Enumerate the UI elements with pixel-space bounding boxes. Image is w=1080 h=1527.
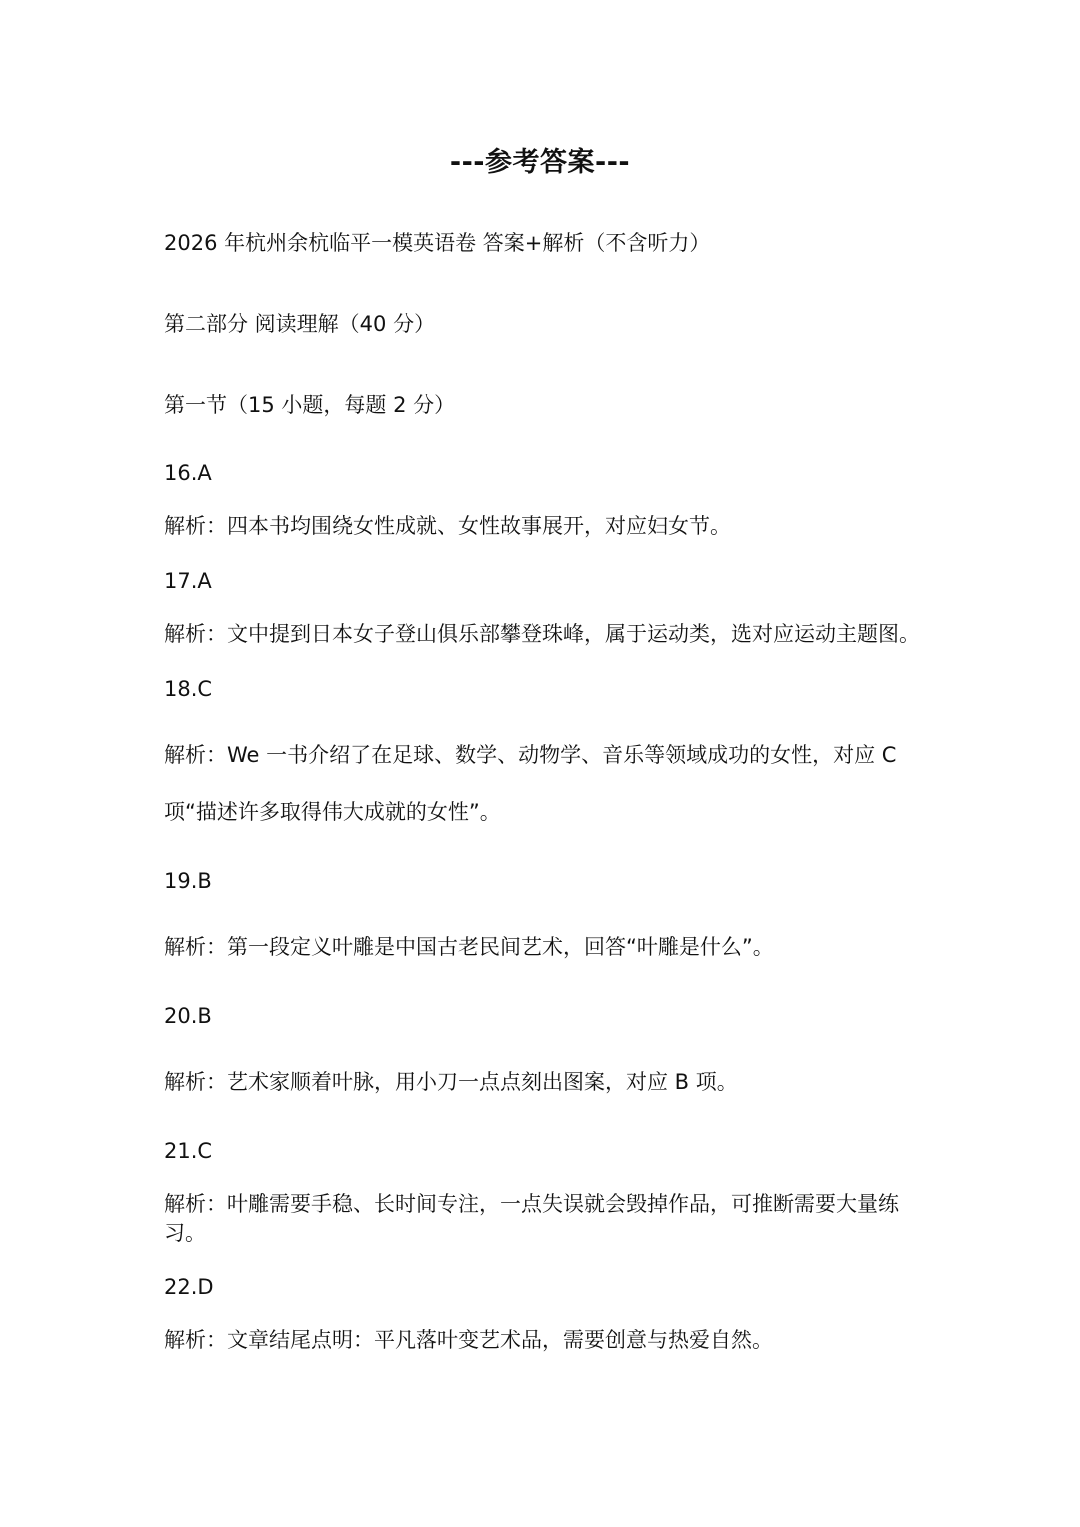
- answer-number: 20.B: [164, 1004, 212, 1028]
- answer-explanation-line: 项“描述许多取得伟大成就的女性”。: [164, 800, 501, 824]
- answer-explanation: 解析：艺术家顺着叶脉，用小刀一点点刻出图案，对应 B 项。: [164, 1070, 738, 1094]
- answer-explanation-line: 解析：叶雕需要手稳、长时间专注，一点失误就会毁掉作品，可推断需要大量练: [164, 1192, 899, 1216]
- answer-number: 21.C: [164, 1139, 213, 1163]
- exam-subtitle: 2026 年杭州余杭临平一模英语卷 答案+解析（不含听力）: [164, 231, 711, 255]
- answer-explanation: 解析：文中提到日本女子登山俱乐部攀登珠峰，属于运动类，选对应运动主题图。: [164, 622, 920, 646]
- answer-explanation-line: 解析：We 一书介绍了在足球、数学、动物学、音乐等领域成功的女性，对应 C: [164, 743, 897, 767]
- answer-explanation: 解析：文章结尾点明：平凡落叶变艺术品，需要创意与热爱自然。: [164, 1328, 773, 1352]
- answer-explanation: 解析：四本书均围绕女性成就、女性故事展开，对应妇女节。: [164, 514, 731, 538]
- answer-explanation-line: 习。: [164, 1221, 206, 1245]
- part-heading: 第二部分 阅读理解（40 分）: [164, 312, 436, 336]
- answer-number: 16.A: [164, 461, 212, 485]
- section-heading: 第一节（15 小题，每题 2 分）: [164, 393, 456, 417]
- answer-number: 18.C: [164, 677, 213, 701]
- page-title: ---参考答案---: [449, 147, 631, 178]
- answer-number: 22.D: [164, 1275, 214, 1299]
- answer-explanation: 解析：第一段定义叶雕是中国古老民间艺术，回答“叶雕是什么”。: [164, 935, 774, 959]
- answer-number: 17.A: [164, 569, 212, 593]
- answer-number: 19.B: [164, 869, 212, 893]
